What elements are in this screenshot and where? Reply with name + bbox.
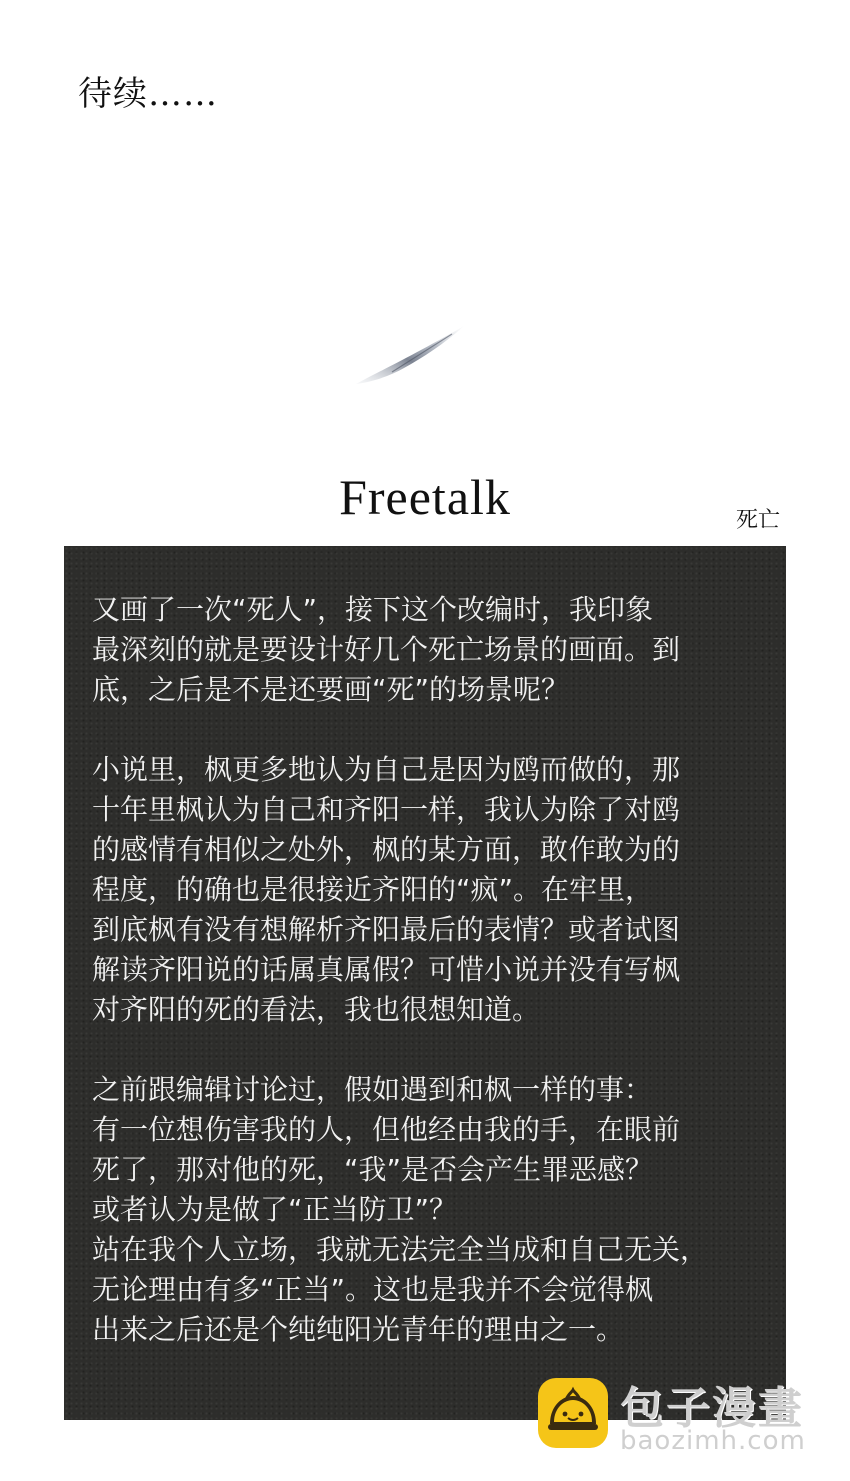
note-line: 站在我个人立场，我就无法完全当成和自己无关， <box>92 1233 709 1266</box>
freetalk-title: Freetalk <box>339 469 511 525</box>
note-line: 对齐阳的死的看法，我也很想知道。 <box>92 993 541 1026</box>
bun-logo-icon <box>536 1376 610 1450</box>
note-line: 解读齐阳说的话属真属假？可惜小说并没有写枫 <box>92 953 681 986</box>
topic-tag: 死亡 <box>736 508 781 533</box>
watermark <box>536 1372 836 1472</box>
note-line: 小说里，枫更多地认为自己是因为鸥而做的，那 <box>92 753 681 786</box>
note-paragraph <box>92 590 782 710</box>
note-line: 程度，的确也是很接近齐阳的“疯”。在牢里， <box>92 873 654 906</box>
watermark-url: baozimh.com <box>620 1426 806 1456</box>
feather-icon <box>352 322 470 388</box>
note-line: 出来之后还是个纯纯阳光青年的理由之一。 <box>92 1313 625 1346</box>
note-line: 或者认为是做了“正当防卫”？ <box>92 1193 458 1226</box>
note-paragraph <box>92 750 782 1030</box>
note-line: 有一位想伤害我的人，但他经由我的手，在眼前 <box>92 1113 681 1146</box>
note-line: 到底枫有没有想解析齐阳最后的表情？或者试图 <box>92 913 681 946</box>
note-line: 死了，那对他的死，“我”是否会产生罪恶感？ <box>92 1153 654 1186</box>
note-line: 之前跟编辑讨论过，假如遇到和枫一样的事： <box>92 1073 653 1106</box>
note-line: 的感情有相似之处外，枫的某方面，敢作敢为的 <box>92 833 681 866</box>
note-panel <box>64 546 786 1420</box>
note-line: 又画了一次“死人”，接下这个改编时，我印象 <box>92 593 654 626</box>
watermark-name: 包子漫畫 <box>620 1383 804 1434</box>
note-paragraph <box>92 1070 782 1350</box>
to-be-continued-text: 待续…… <box>78 74 218 114</box>
note-line: 底，之后是不是还要画“死”的场景呢？ <box>92 673 570 706</box>
note-line: 最深刻的就是要设计好几个死亡场景的画面。到 <box>92 633 681 666</box>
note-line: 无论理由有多“正当”。这也是我并不会觉得枫 <box>92 1273 654 1306</box>
note-line: 十年里枫认为自己和齐阳一样，我认为除了对鸥 <box>92 793 681 826</box>
note-body <box>92 590 782 1390</box>
